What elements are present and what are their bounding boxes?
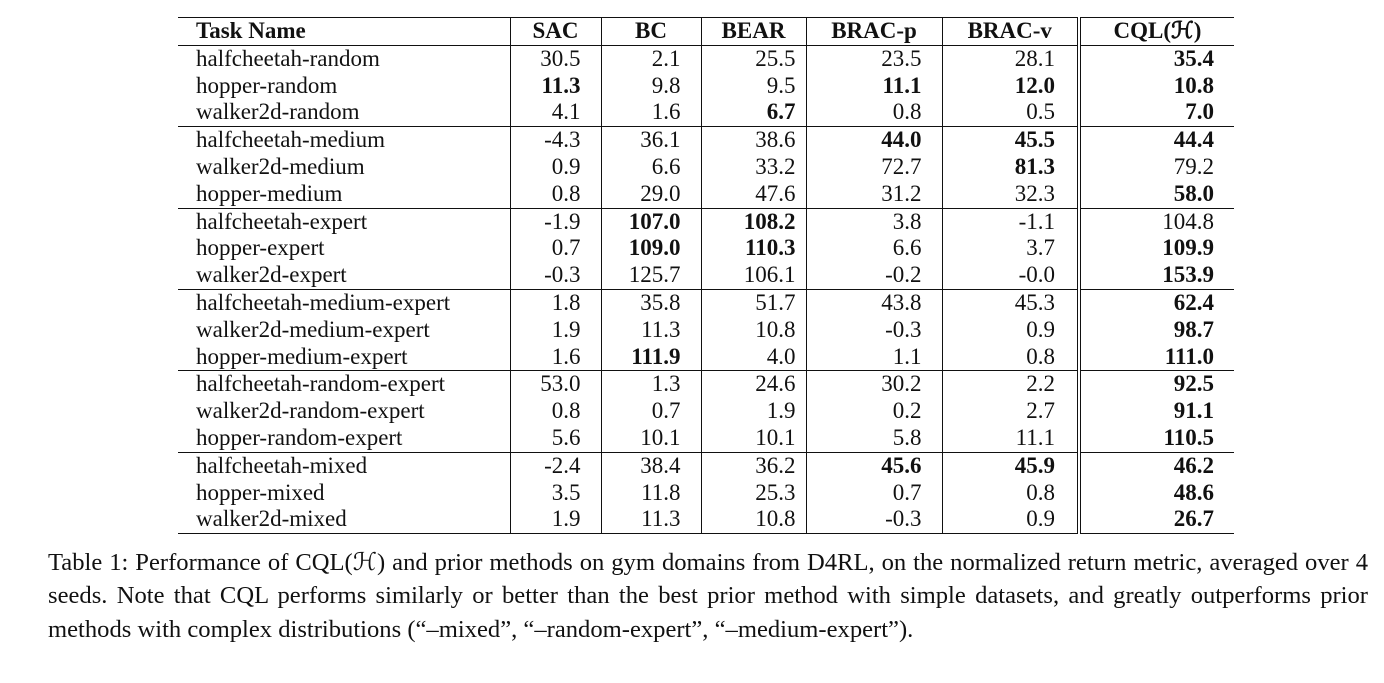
task-name-cell: walker2d-random — [196, 99, 360, 125]
score-cell-bear: 1.9 — [701, 398, 806, 425]
score-cell-bear: 47.6 — [701, 181, 806, 208]
score-cell-brac-v: -1.1 — [942, 208, 1079, 235]
score-cell-sac: 5.6 — [510, 425, 601, 452]
score-cell-sac: 1.8 — [510, 289, 601, 316]
table-row — [178, 208, 1234, 235]
score-cell-brac-p: 5.8 — [806, 425, 942, 452]
task-name-cell: walker2d-medium — [196, 153, 365, 179]
score-cell-brac-v: 12.0 — [942, 73, 1079, 100]
score-cell-bc: 10.1 — [601, 425, 701, 452]
table-row — [178, 45, 1234, 72]
score-cell-brac-v: 2.2 — [942, 371, 1079, 398]
table-row — [178, 344, 1234, 371]
score-cell-brac-v: -0.0 — [942, 262, 1079, 289]
score-cell-bc: 9.8 — [601, 73, 701, 100]
score-cell-bear: 6.7 — [701, 99, 806, 126]
score-cell-sac: 1.6 — [510, 344, 601, 371]
score-cell-cql: 153.9 — [1079, 262, 1234, 289]
header-bear: BEAR — [701, 18, 806, 46]
score-cell-bear: 25.5 — [701, 45, 806, 72]
table-row — [178, 425, 1234, 452]
score-cell-sac: 4.1 — [510, 99, 601, 126]
score-cell-brac-v: 2.7 — [942, 398, 1079, 425]
table-row — [178, 289, 1234, 316]
score-cell-bc: 1.3 — [601, 371, 701, 398]
score-cell-brac-p: 23.5 — [806, 45, 942, 72]
score-cell-brac-v: 3.7 — [942, 235, 1079, 262]
score-cell-brac-p: -0.3 — [806, 506, 942, 533]
table-row — [178, 154, 1234, 181]
score-cell-brac-p: 6.6 — [806, 235, 942, 262]
score-cell-cql: 109.9 — [1079, 235, 1234, 262]
score-cell-brac-p: -0.3 — [806, 317, 942, 344]
score-cell-cql: 104.8 — [1079, 208, 1234, 235]
score-cell-brac-p: -0.2 — [806, 262, 942, 289]
score-cell-cql: 10.8 — [1079, 73, 1234, 100]
score-cell-brac-v: 0.9 — [942, 506, 1079, 533]
score-cell-sac: 1.9 — [510, 317, 601, 344]
score-cell-brac-p: 0.2 — [806, 398, 942, 425]
table-row — [178, 371, 1234, 398]
header-brac-v: BRAC-v — [942, 18, 1079, 46]
score-cell-bear: 9.5 — [701, 73, 806, 100]
score-cell-bear: 38.6 — [701, 127, 806, 154]
score-cell-bc: 2.1 — [601, 45, 701, 72]
score-cell-bc: 109.0 — [601, 235, 701, 262]
score-cell-brac-p: 31.2 — [806, 181, 942, 208]
score-cell-sac: 1.9 — [510, 506, 601, 533]
score-cell-bear: 33.2 — [701, 154, 806, 181]
score-cell-bear: 36.2 — [701, 452, 806, 479]
task-name-cell: halfcheetah-random — [196, 45, 380, 71]
task-name-cell: walker2d-random-expert — [196, 398, 425, 424]
score-cell-brac-p: 11.1 — [806, 73, 942, 100]
score-cell-cql: 46.2 — [1079, 452, 1234, 479]
score-cell-cql: 48.6 — [1079, 480, 1234, 507]
score-cell-brac-v: 32.3 — [942, 181, 1079, 208]
results-table-container — [178, 17, 1234, 534]
table-row — [178, 127, 1234, 154]
score-cell-sac: 3.5 — [510, 480, 601, 507]
task-name-cell: hopper-random — [196, 72, 338, 98]
score-cell-sac: -2.4 — [510, 452, 601, 479]
task-name-cell: hopper-random-expert — [196, 424, 403, 450]
score-cell-brac-v: 45.3 — [942, 289, 1079, 316]
score-cell-sac: -1.9 — [510, 208, 601, 235]
score-cell-brac-p: 3.8 — [806, 208, 942, 235]
task-name-cell: halfcheetah-medium-expert — [178, 289, 510, 316]
table-body — [178, 45, 1234, 533]
score-cell-sac: 53.0 — [510, 371, 601, 398]
task-name-cell: halfcheetah-mixed — [178, 452, 510, 479]
score-cell-brac-p: 0.8 — [806, 99, 942, 126]
task-name-cell: hopper-expert — [196, 235, 325, 261]
score-cell-bc: 29.0 — [601, 181, 701, 208]
header-sac: SAC — [510, 18, 601, 46]
header-bc: BC — [601, 18, 701, 46]
score-cell-cql: 26.7 — [1079, 506, 1234, 533]
score-cell-brac-p: 72.7 — [806, 154, 942, 181]
score-cell-bear: 10.8 — [701, 317, 806, 344]
score-cell-brac-v: 0.5 — [942, 99, 1079, 126]
score-cell-bc: 107.0 — [601, 208, 701, 235]
table-row — [178, 317, 1234, 344]
score-cell-bear: 25.3 — [701, 480, 806, 507]
score-cell-brac-v: 0.8 — [942, 480, 1079, 507]
score-cell-brac-v: 11.1 — [942, 425, 1079, 452]
score-cell-brac-v: 0.8 — [942, 344, 1079, 371]
score-cell-bc: 6.6 — [601, 154, 701, 181]
score-cell-brac-p: 43.8 — [806, 289, 942, 316]
table-row — [178, 480, 1234, 507]
score-cell-brac-v: 45.5 — [942, 127, 1079, 154]
table-row — [178, 452, 1234, 479]
score-cell-brac-p: 44.0 — [806, 127, 942, 154]
score-cell-brac-v: 28.1 — [942, 45, 1079, 72]
task-name-cell: hopper-medium — [196, 180, 343, 206]
table-header — [178, 18, 1234, 46]
task-name-cell: walker2d-mixed — [178, 506, 510, 533]
score-cell-bc: 11.3 — [601, 317, 701, 344]
score-cell-sac: -4.3 — [510, 127, 601, 154]
score-cell-bc: 111.9 — [601, 344, 701, 371]
header-task-name: Task Name — [178, 18, 510, 46]
caption-text: Table 1: Performance of CQL(ℋ) and prior methods on gym domains from D4RL, on the normalized return metric, averaged over 4 seeds. Note that CQL performs similarly or better than the best prior method with simple datasets, and greatly outperforms prior methods with complex distributions (“–mixed”, “–random-expert”, “–medium-expert”). — [48, 549, 1368, 643]
score-cell-brac-p: 0.7 — [806, 480, 942, 507]
table-caption — [48, 546, 1368, 646]
table-row — [178, 506, 1234, 533]
score-cell-sac: 0.7 — [510, 235, 601, 262]
score-cell-bear: 10.1 — [701, 425, 806, 452]
header-cql: CQL(ℋ) — [1079, 18, 1234, 46]
score-cell-cql: 98.7 — [1079, 317, 1234, 344]
task-name-cell: walker2d-expert — [196, 262, 347, 288]
score-cell-bear: 24.6 — [701, 371, 806, 398]
task-name-cell: hopper-medium-expert — [196, 343, 408, 369]
score-cell-brac-v: 81.3 — [942, 154, 1079, 181]
score-cell-sac: -0.3 — [510, 262, 601, 289]
score-cell-bear: 108.2 — [701, 208, 806, 235]
score-cell-brac-v: 45.9 — [942, 452, 1079, 479]
score-cell-sac: 11.3 — [510, 73, 601, 100]
score-cell-bear: 51.7 — [701, 289, 806, 316]
score-cell-cql: 58.0 — [1079, 181, 1234, 208]
header-row — [178, 18, 1234, 46]
table-row — [178, 99, 1234, 126]
score-cell-cql: 111.0 — [1079, 344, 1234, 371]
score-cell-cql: 79.2 — [1079, 154, 1234, 181]
score-cell-brac-p: 45.6 — [806, 452, 942, 479]
score-cell-cql: 7.0 — [1079, 99, 1234, 126]
score-cell-brac-v: 0.9 — [942, 317, 1079, 344]
header-brac-p: BRAC-p — [806, 18, 942, 46]
score-cell-cql: 91.1 — [1079, 398, 1234, 425]
score-cell-bc: 125.7 — [601, 262, 701, 289]
table-row — [178, 262, 1234, 289]
score-cell-bc: 36.1 — [601, 127, 701, 154]
score-cell-cql: 92.5 — [1079, 371, 1234, 398]
score-cell-bc: 35.8 — [601, 289, 701, 316]
score-cell-cql: 110.5 — [1079, 425, 1234, 452]
score-cell-bc: 11.8 — [601, 480, 701, 507]
score-cell-sac: 0.9 — [510, 154, 601, 181]
score-cell-bc: 38.4 — [601, 452, 701, 479]
task-name-cell: walker2d-medium-expert — [196, 316, 430, 342]
score-cell-brac-p: 30.2 — [806, 371, 942, 398]
score-cell-sac: 30.5 — [510, 45, 601, 72]
score-cell-cql: 35.4 — [1079, 45, 1234, 72]
score-cell-brac-p: 1.1 — [806, 344, 942, 371]
table-row — [178, 73, 1234, 100]
task-name-cell: halfcheetah-random-expert — [178, 371, 510, 398]
score-cell-bc: 11.3 — [601, 506, 701, 533]
score-cell-cql: 62.4 — [1079, 289, 1234, 316]
task-name-cell: hopper-mixed — [196, 479, 325, 505]
table-row — [178, 181, 1234, 208]
score-cell-bear: 106.1 — [701, 262, 806, 289]
table-row — [178, 398, 1234, 425]
score-cell-bear: 10.8 — [701, 506, 806, 533]
score-cell-bear: 4.0 — [701, 344, 806, 371]
score-cell-bc: 0.7 — [601, 398, 701, 425]
results-table — [178, 17, 1234, 534]
task-name-cell: halfcheetah-expert — [178, 208, 510, 235]
score-cell-bear: 110.3 — [701, 235, 806, 262]
score-cell-bc: 1.6 — [601, 99, 701, 126]
task-name-cell: halfcheetah-medium — [178, 127, 510, 154]
score-cell-sac: 0.8 — [510, 398, 601, 425]
score-cell-sac: 0.8 — [510, 181, 601, 208]
score-cell-cql: 44.4 — [1079, 127, 1234, 154]
table-row — [178, 235, 1234, 262]
